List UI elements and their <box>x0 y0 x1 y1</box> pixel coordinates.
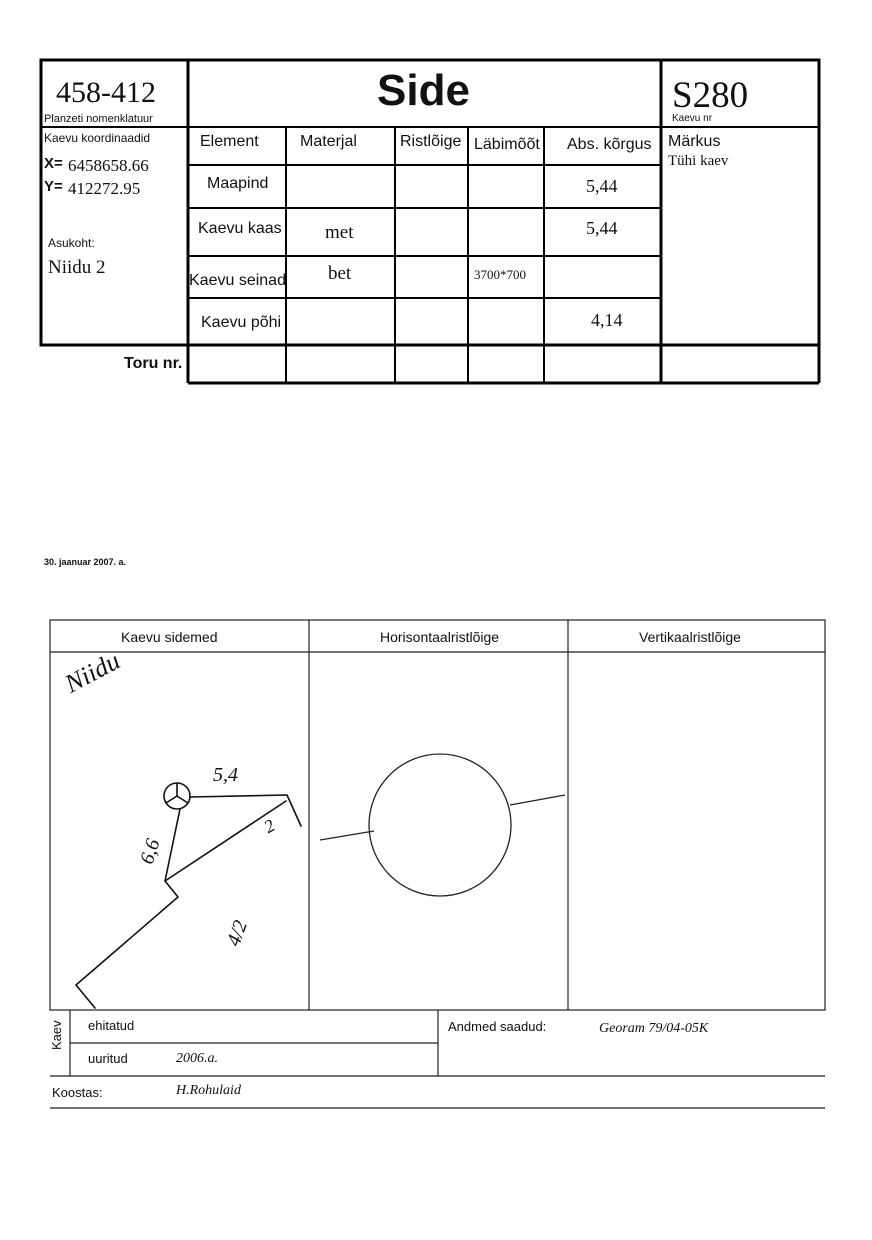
y-label: Y= <box>44 178 63 195</box>
panel-title-connections: Kaevu sidemed <box>121 629 218 645</box>
row-diameter: 3700*700 <box>474 267 526 282</box>
col-header-diameter: Läbimõõt <box>474 136 540 153</box>
y-value: 412272.95 <box>68 179 141 198</box>
surveyed-value: 2006.a. <box>176 1051 218 1066</box>
surveyed-label: uuritud <box>88 1051 128 1066</box>
row-height: 5,44 <box>586 176 618 196</box>
well-cross-section-circle <box>369 754 511 896</box>
row-element: Kaevu seinad <box>189 272 286 289</box>
author-value: H.Rohulaid <box>176 1083 241 1098</box>
remarks-label: Märkus <box>668 133 721 150</box>
author-label: Koostas: <box>52 1085 103 1100</box>
row-element: Kaevu kaas <box>198 220 282 237</box>
data-source-label: Andmed saadud: <box>448 1019 547 1034</box>
data-source-value: Georam 79/04-05K <box>599 1021 709 1036</box>
col-header-element: Element <box>200 133 259 150</box>
panel-title-vertical: Vertikaalristlõige <box>639 629 741 645</box>
row-height: 4,14 <box>591 310 623 330</box>
document-date: 30. jaanuar 2007. a. <box>44 557 127 567</box>
x-value: 6458658.66 <box>68 156 149 175</box>
row-height: 5,44 <box>586 218 618 238</box>
page-title: Side <box>377 66 470 115</box>
coords-label: Kaevu koordinaadid <box>44 131 151 145</box>
sheet-label: Planzeti nomenklatuur <box>44 113 153 125</box>
col-header-height: Abs. kõrgus <box>567 136 652 153</box>
col-header-cross: Ristlõige <box>400 133 462 150</box>
row-material: bet <box>328 263 352 284</box>
sketch-label-house: 4/2 <box>222 917 253 950</box>
pipe-label: Toru nr. <box>124 355 183 372</box>
sketch-label-distance-right: 2 <box>260 815 279 837</box>
well-id: S280 <box>672 75 749 116</box>
horizontal-section <box>320 754 565 896</box>
row-element: Kaevu põhi <box>201 314 282 331</box>
sketch-label-distance-left: 6,6 <box>136 836 165 867</box>
row-material: met <box>325 222 354 243</box>
built-label: ehitatud <box>88 1018 135 1033</box>
footer-side-label: Kaev <box>49 1020 64 1050</box>
sheet-number: 458-412 <box>56 76 156 109</box>
remarks-value: Tühi kaev <box>668 153 729 169</box>
sketch-label-street: Niidu <box>60 645 125 699</box>
row-element: Maapind <box>207 175 269 192</box>
well-label: Kaevu nr <box>672 113 713 124</box>
location-label: Asukoht: <box>48 236 95 250</box>
panel-title-horizontal: Horisontaalristlõige <box>380 629 500 645</box>
location-value: Niidu 2 <box>48 257 106 278</box>
sketch-label-distance-top: 5,4 <box>213 764 238 786</box>
x-label: X= <box>44 155 63 172</box>
col-header-material: Materjal <box>300 133 357 150</box>
